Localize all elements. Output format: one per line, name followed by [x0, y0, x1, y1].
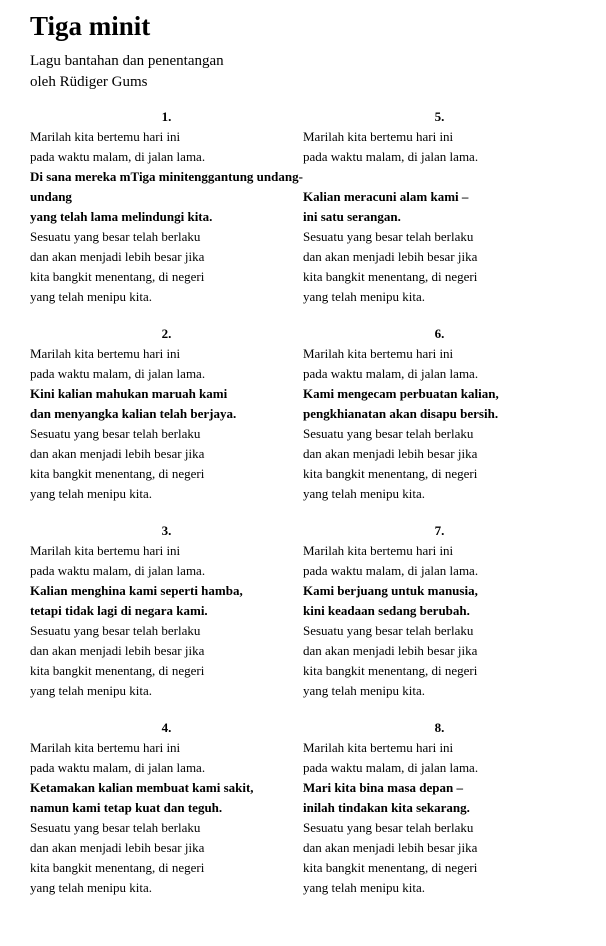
verse-line-row: [30, 818, 576, 838]
verse-line: Marilah kita bertemu hari ini: [30, 543, 181, 558]
verse-spacer-row: [30, 504, 576, 521]
verse-line-row: [30, 561, 576, 581]
verse-line: yang telah menipu kita.: [30, 289, 153, 304]
verse-line-row: [30, 267, 576, 287]
verse-number: 6.: [434, 326, 445, 341]
verse-line: kita bangkit menentang, di negeri: [30, 269, 205, 284]
verse-line: yang telah menipu kita.: [30, 486, 153, 501]
verse-number-row: [30, 718, 576, 738]
verse-line: namun kami tetap kuat dan teguh.: [30, 800, 223, 815]
verse-line: Mari kita bina masa depan –: [303, 780, 463, 795]
verse-line: kita bangkit menentang, di negeri: [303, 663, 478, 678]
verse-line: dan akan menjadi lebih besar jika: [303, 840, 478, 855]
verse-line-row: [30, 758, 576, 778]
verse-line-row: [30, 287, 576, 307]
verse-line: pada waktu malam, di jalan lama.: [30, 366, 206, 381]
verse-line: pada waktu malam, di jalan lama.: [30, 563, 206, 578]
verse-line-row: [30, 364, 576, 384]
verse-line-row: [30, 621, 576, 641]
verse-line: pada waktu malam, di jalan lama.: [303, 366, 479, 381]
verse-line: Marilah kita bertemu hari ini: [30, 129, 181, 144]
verse-line-row: [30, 464, 576, 484]
verse-line: Marilah kita bertemu hari ini: [30, 740, 181, 755]
verse-line-row: [30, 444, 576, 464]
verse-line: pada waktu malam, di jalan lama.: [30, 760, 206, 775]
verse-line: Kini kalian mahukan maruah kami: [30, 386, 228, 401]
verse-line-row: [30, 227, 576, 247]
verse-line: dan akan menjadi lebih besar jika: [30, 446, 205, 461]
verse-line: yang telah menipu kita.: [303, 289, 426, 304]
verse-line: Marilah kita bertemu hari ini: [303, 129, 454, 144]
verse-line: pengkhianatan akan disapu bersih.: [303, 406, 499, 421]
verse-line-row: [30, 681, 576, 701]
verse-line: Sesuatu yang besar telah berlaku: [303, 229, 474, 244]
verse-number: 8.: [434, 720, 445, 735]
verse-line: dan akan menjadi lebih besar jika: [30, 840, 205, 855]
verse-spacer: [30, 701, 576, 718]
verse-line: Sesuatu yang besar telah berlaku: [30, 623, 201, 638]
verse-line-row: [30, 661, 576, 681]
byline: oleh Rüdiger Gums: [30, 74, 148, 90]
verse-line-row: [30, 541, 576, 561]
verse-line: kita bangkit menentang, di negeri: [303, 269, 478, 284]
verse-line: inilah tindakan kita sekarang.: [303, 800, 470, 815]
verse-line: tetapi tidak lagi di negara kami.: [30, 603, 208, 618]
verse-line: Marilah kita bertemu hari ini: [303, 740, 454, 755]
verse-line-row: [30, 147, 576, 167]
verse-line-row: [30, 858, 576, 878]
verse-line: Marilah kita bertemu hari ini: [303, 543, 454, 558]
verse-number: 7.: [434, 523, 445, 538]
verse-line: pada waktu malam, di jalan lama.: [30, 149, 206, 164]
verse-line-row: [30, 798, 576, 818]
verse-line-row: [30, 878, 576, 898]
verse-line: kita bangkit menentang, di negeri: [303, 466, 478, 481]
verse-line: Kalian menghina kami seperti hamba,: [30, 583, 243, 598]
verse-line-row: [30, 167, 576, 207]
verse-line: dan akan menjadi lebih besar jika: [30, 643, 205, 658]
verse-line: dan akan menjadi lebih besar jika: [303, 643, 478, 658]
verse-spacer-row: [30, 307, 576, 324]
verse-line: kita bangkit menentang, di negeri: [303, 860, 478, 875]
verse-line-row: [30, 641, 576, 661]
verse-line-row: [30, 384, 576, 404]
verse-line: pada waktu malam, di jalan lama.: [303, 149, 479, 164]
verse-line: dan menyangka kalian telah berjaya.: [30, 406, 237, 421]
verse-line: Sesuatu yang besar telah berlaku: [303, 623, 474, 638]
page-title: Tiga minit: [30, 11, 151, 41]
verse-line: Di sana mereka mTiga minitenggantung undang-undang: [30, 169, 303, 204]
verse-line: Sesuatu yang besar telah berlaku: [303, 820, 474, 835]
verse-number: 2.: [161, 326, 172, 341]
verse-line: kini keadaan sedang berubah.: [303, 603, 470, 618]
verse-line: kita bangkit menentang, di negeri: [30, 860, 205, 875]
verse-line-row: [30, 581, 576, 601]
verse-line: Marilah kita bertemu hari ini: [30, 346, 181, 361]
verse-line-row: [30, 838, 576, 858]
verse-line-row: [30, 344, 576, 364]
verse-line: ini satu serangan.: [303, 209, 401, 224]
verse-line: Marilah kita bertemu hari ini: [303, 346, 454, 361]
verse-line: yang telah menipu kita.: [303, 880, 426, 895]
verse-line: Sesuatu yang besar telah berlaku: [30, 426, 201, 441]
subtitle: Lagu bantahan dan penentangan: [30, 53, 224, 69]
verse-line-row: [30, 424, 576, 444]
verse-number: 4.: [161, 720, 172, 735]
verse-number-row: [30, 324, 576, 344]
verse-line: Ketamakan kalian membuat kami sakit,: [30, 780, 254, 795]
verse-line: Kami berjuang untuk manusia,: [303, 583, 478, 598]
verse-line-row: [30, 247, 576, 267]
verse-number-row: [30, 107, 576, 127]
verse-line: Sesuatu yang besar telah berlaku: [30, 820, 201, 835]
verse-line: dan akan menjadi lebih besar jika: [30, 249, 205, 264]
document-header: [30, 10, 576, 93]
verse-spacer: [30, 307, 576, 324]
verse-line: Kalian meracuni alam kami –: [303, 189, 469, 204]
lyrics-table-body: [30, 107, 576, 898]
verse-line-row: [30, 484, 576, 504]
verse-line: pada waktu malam, di jalan lama.: [303, 760, 479, 775]
verse-number-row: [30, 521, 576, 541]
verse-line-row: [30, 127, 576, 147]
verse-spacer: [30, 504, 576, 521]
verse-line: yang telah menipu kita.: [30, 880, 153, 895]
verse-number: 1.: [161, 109, 172, 124]
verse-line: dan akan menjadi lebih besar jika: [303, 446, 478, 461]
verse-line-row: [30, 778, 576, 798]
verse-line: Sesuatu yang besar telah berlaku: [30, 229, 201, 244]
verse-line-row: [30, 601, 576, 621]
verse-line-row: [30, 738, 576, 758]
verse-number: 5.: [434, 109, 445, 124]
verse-number: 3.: [161, 523, 172, 538]
lyrics-table: [30, 107, 576, 898]
verse-line: yang telah lama melindungi kita.: [30, 209, 213, 224]
verse-line: yang telah menipu kita.: [303, 683, 426, 698]
verse-line: kita bangkit menentang, di negeri: [30, 466, 205, 481]
verse-spacer-row: [30, 701, 576, 718]
verse-line-row: [30, 404, 576, 424]
verse-line: pada waktu malam, di jalan lama.: [303, 563, 479, 578]
verse-line: yang telah menipu kita.: [303, 486, 426, 501]
verse-line: Kami mengecam perbuatan kalian,: [303, 386, 499, 401]
verse-line: Sesuatu yang besar telah berlaku: [303, 426, 474, 441]
verse-line-row: [30, 207, 576, 227]
verse-line: yang telah menipu kita.: [30, 683, 153, 698]
verse-line: dan akan menjadi lebih besar jika: [303, 249, 478, 264]
verse-line: kita bangkit menentang, di negeri: [30, 663, 205, 678]
